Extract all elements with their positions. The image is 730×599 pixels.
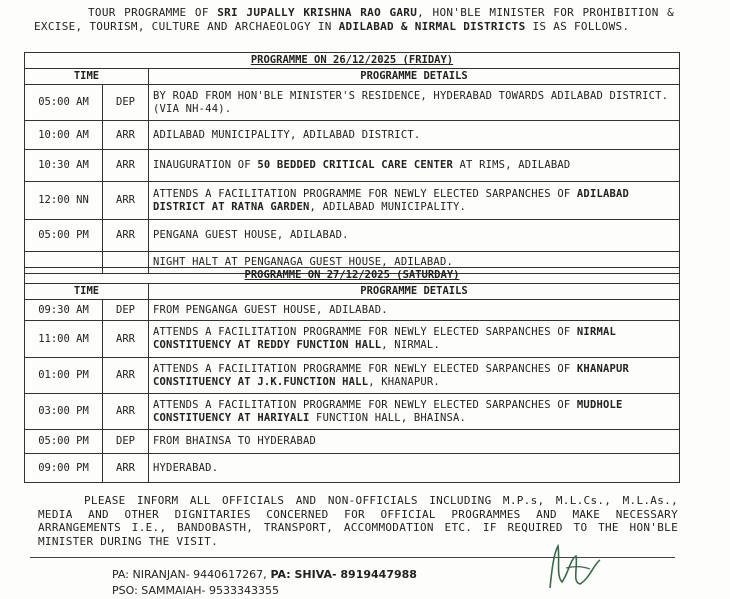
row-details-pre: NIGHT HALT AT PENGANAGA GUEST HOUSE, ADILABAD. xyxy=(153,256,453,268)
row-time: 10:30 AM xyxy=(25,150,103,182)
row-details-pre: ATTENDS A FACILITATION PROGRAMME FOR NEWLY ELECTED SARPANCHES OF xyxy=(153,362,577,375)
programme-row xyxy=(25,430,680,454)
intro-text-3: IS AS FOLLOWS. xyxy=(525,20,630,33)
row-time: 09:00 PM xyxy=(25,454,103,483)
day1-rows xyxy=(25,85,680,274)
row-time: 05:00 PM xyxy=(25,220,103,252)
intro-paragraph xyxy=(34,6,674,34)
row-details-post: AT RIMS, ADILABAD xyxy=(453,159,571,171)
row-details-pre: ATTENDS A FACILITATION PROGRAMME FOR NEWLY ELECTED SARPANCHES OF xyxy=(153,187,577,200)
row-details-post: , KHANAPUR. xyxy=(368,375,440,388)
row-details xyxy=(149,394,680,430)
row-details-pre: INAUGURATION OF xyxy=(153,159,258,171)
programme-row xyxy=(25,358,680,394)
programme-row xyxy=(25,182,680,220)
day2-banner: PROGRAMME ON 27/12/2025 (SATURDAY) xyxy=(25,268,680,284)
row-details xyxy=(149,321,680,358)
minister-name: SRI JUPALLY KRISHNA RAO GARU xyxy=(217,6,418,19)
row-time: 05:00 AM xyxy=(25,85,103,121)
row-mode: ARR xyxy=(103,394,149,430)
row-details xyxy=(149,182,680,220)
row-details xyxy=(149,220,680,252)
row-mode: DEP xyxy=(103,300,149,321)
row-details-bold: MUDHOLE CONSTITUENCY AT HARIYALI xyxy=(153,398,623,424)
row-time: 10:00 AM xyxy=(25,121,103,150)
day2-details-header: PROGRAMME DETAILS xyxy=(149,284,680,300)
row-mode: ARR xyxy=(103,121,149,150)
instruction-note: PLEASE INFORM ALL OFFICIALS AND NON-OFFICIALS INCLUDING M.P.s, M.L.Cs., M.L.As., MEDIA AND OTHER DIGNITARIES CONCERNED FOR OFFICIAL PROGRAMMES AND MAKE NECESSARY ARRANGEMENTS I.E., BANDOBASTH, TRANSPORT, ACCOMMODATION ETC. IF REQUIRED TO THE HON'BLE MINISTER DURING THE VISIT. xyxy=(38,494,678,548)
row-details-pre: FROM BHAINSA TO HYDERABAD xyxy=(153,435,317,447)
row-details-post: , ADILABAD MUNICIPALITY. xyxy=(309,200,467,213)
day2-rows xyxy=(25,300,680,483)
row-mode: DEP xyxy=(103,430,149,454)
row-details xyxy=(149,430,680,454)
footer-contacts xyxy=(112,567,672,599)
row-time: 09:30 AM xyxy=(25,300,103,321)
programme-row xyxy=(25,220,680,252)
row-details xyxy=(149,300,680,321)
programme-table-day2 xyxy=(24,267,680,483)
row-mode: ARR xyxy=(103,182,149,220)
row-time: 05:00 PM xyxy=(25,430,103,454)
programme-row xyxy=(25,394,680,430)
row-details-post: FUNCTION HALL, BHAINSA. xyxy=(309,411,467,424)
row-details-pre: ATTENDS A FACILITATION PROGRAMME FOR NEWLY ELECTED SARPANCHES OF xyxy=(153,326,577,338)
intro-text-2: , HON'BLE MINISTER FOR PROHIBITION & EXCISE, TOURISM, CULTURE AND ARCHAEOLOGY IN xyxy=(34,6,675,33)
day1-details-header: PROGRAMME DETAILS xyxy=(149,69,680,85)
row-mode: ARR xyxy=(103,220,149,252)
row-details-pre: PENGANA GUEST HOUSE, ADILABAD. xyxy=(153,229,349,241)
row-details-bold: 50 BEDDED CRITICAL CARE CENTER xyxy=(257,159,454,171)
programme-table-day1 xyxy=(24,52,680,274)
day1-banner: PROGRAMME ON 26/12/2025 (FRIDAY) xyxy=(25,53,680,69)
row-details-bold: ADILABAD DISTRICT AT RATNA GARDEN xyxy=(153,187,630,213)
row-details-pre: ADILABAD MUNICIPALITY, ADILABAD DISTRICT. xyxy=(153,128,421,141)
programme-row xyxy=(25,121,680,150)
row-details-pre: BY ROAD FROM HON'BLE MINISTER'S RESIDENCE, HYDERABAD TOWARDS ADILABAD DISTRICT. (VIA NH-44). xyxy=(153,89,669,115)
row-mode: ARR xyxy=(103,321,149,358)
row-time: 12:00 NN xyxy=(25,182,103,220)
programme-row xyxy=(25,85,680,121)
row-details-bold: NIRMAL CONSTITUENCY AT REDDY FUNCTION HALL xyxy=(153,326,617,351)
pa-contacts: PA: NIRANJAN- 9440617267, PA: SHIVA- 8919447988 xyxy=(112,568,417,581)
row-details xyxy=(149,358,680,394)
row-time: 01:00 PM xyxy=(25,358,103,394)
row-details-pre: HYDERABAD. xyxy=(153,461,219,474)
row-details-bold: KHANAPUR CONSTITUENCY AT J.K.FUNCTION HALL xyxy=(153,362,630,388)
programme-row xyxy=(25,150,680,182)
row-details xyxy=(149,150,680,182)
row-details-pre: ATTENDS A FACILITATION PROGRAMME FOR NEWLY ELECTED SARPANCHES OF xyxy=(153,398,577,411)
day1-time-header: TIME xyxy=(25,69,149,85)
row-time: 11:00 AM xyxy=(25,321,103,358)
pso-contact: PSO: SAMMAIAH- 9533343355 xyxy=(112,584,279,597)
day2-time-header: TIME xyxy=(25,284,149,300)
districts-name: ADILABAD & NIRMAL DISTRICTS xyxy=(338,20,526,33)
intro-text-1: TOUR PROGRAMME OF xyxy=(88,6,218,19)
row-mode: DEP xyxy=(103,85,149,121)
programme-row xyxy=(25,321,680,358)
row-details xyxy=(149,121,680,150)
row-details-pre: FROM PENGANGA GUEST HOUSE, ADILABAD. xyxy=(153,303,388,316)
row-mode: ARR xyxy=(103,454,149,483)
row-details-post: , NIRMAL. xyxy=(381,339,440,351)
programme-row xyxy=(25,454,680,483)
row-time: 03:00 PM xyxy=(25,394,103,430)
programme-row xyxy=(25,300,680,321)
row-mode: ARR xyxy=(103,150,149,182)
row-mode: ARR xyxy=(103,358,149,394)
row-details xyxy=(149,85,680,121)
row-details xyxy=(149,454,680,483)
